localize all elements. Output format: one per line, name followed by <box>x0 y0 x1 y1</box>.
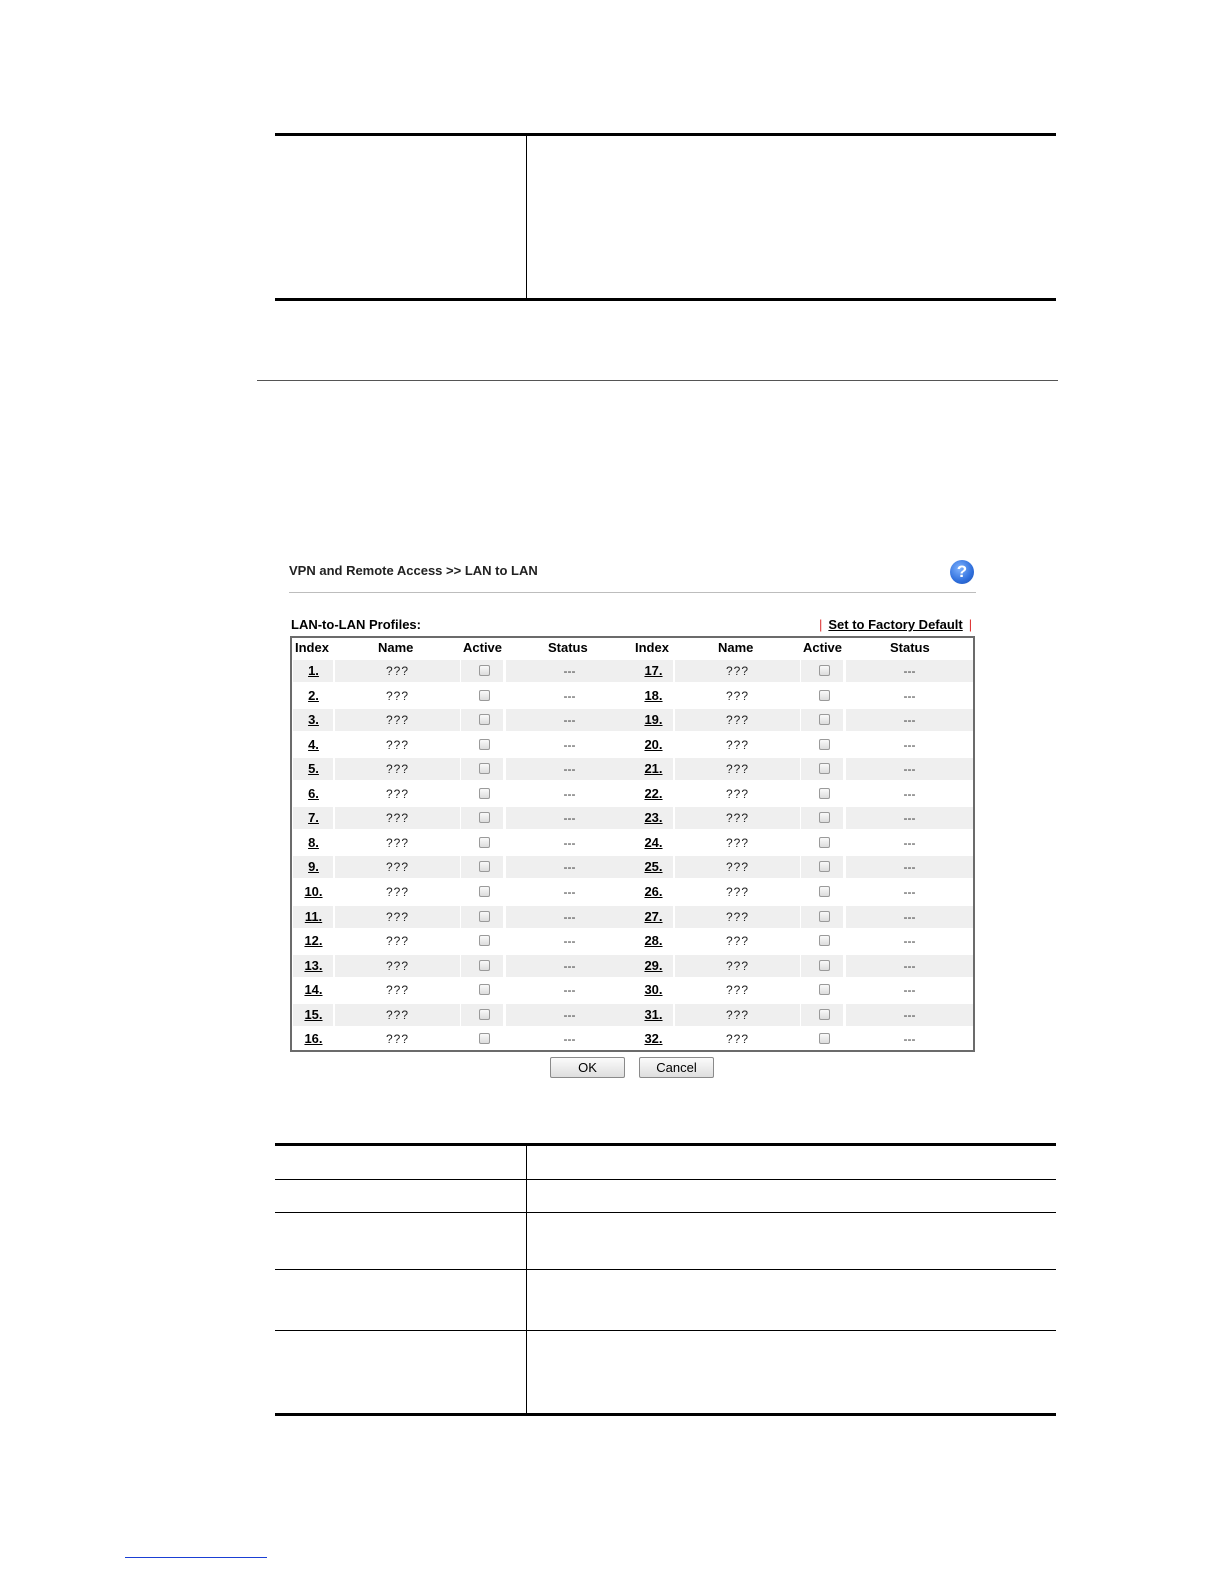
profiles-label: LAN-to-LAN Profiles: <box>291 617 421 632</box>
active-checkbox[interactable] <box>819 690 830 701</box>
profile-name: ??? <box>725 983 750 997</box>
bottom-table-bottom-rule <box>275 1413 1056 1416</box>
header-index-left: Index <box>295 640 329 655</box>
profile-index-link[interactable]: 17. <box>644 663 663 678</box>
footer-link-underline <box>125 1557 267 1558</box>
top-table-divider <box>526 136 527 299</box>
separator-left: | <box>819 617 823 632</box>
ok-button[interactable]: OK <box>550 1057 625 1078</box>
table-row <box>292 979 973 1001</box>
profile-index-link[interactable]: 16. <box>304 1031 323 1046</box>
profile-name: ??? <box>725 664 750 678</box>
profile-status: --- <box>563 664 576 678</box>
active-checkbox[interactable] <box>819 714 830 725</box>
profile-name: ??? <box>385 1008 410 1022</box>
active-checkbox[interactable] <box>479 935 490 946</box>
profile-index-link[interactable]: 8. <box>308 835 319 850</box>
profile-index-link[interactable]: 7. <box>308 810 319 825</box>
profile-name: ??? <box>385 811 410 825</box>
header-name-right: Name <box>718 640 754 655</box>
header-status-right: Status <box>890 640 930 655</box>
active-checkbox[interactable] <box>819 739 830 750</box>
profile-index-link[interactable]: 22. <box>644 786 663 801</box>
profile-index-link[interactable]: 32. <box>644 1031 663 1046</box>
table-row <box>292 955 973 977</box>
active-checkbox[interactable] <box>819 763 830 774</box>
active-checkbox[interactable] <box>479 812 490 823</box>
active-checkbox[interactable] <box>819 935 830 946</box>
active-checkbox[interactable] <box>479 861 490 872</box>
profile-status: --- <box>903 713 916 727</box>
top-table-top-rule <box>275 133 1056 136</box>
active-checkbox[interactable] <box>819 812 830 823</box>
profile-index-link[interactable]: 31. <box>644 1007 663 1022</box>
title-divider <box>289 592 976 593</box>
active-checkbox[interactable] <box>479 788 490 799</box>
profile-status: --- <box>903 860 916 874</box>
profile-index-link[interactable]: 10. <box>304 884 323 899</box>
profile-index-link[interactable]: 5. <box>308 761 319 776</box>
separator-right: | <box>968 617 973 632</box>
table-row <box>292 1004 973 1026</box>
profile-status: --- <box>903 910 916 924</box>
profile-name: ??? <box>385 934 410 948</box>
profile-index-link[interactable]: 3. <box>308 712 319 727</box>
profile-index-link[interactable]: 19. <box>644 712 663 727</box>
profile-status: --- <box>903 811 916 825</box>
active-checkbox[interactable] <box>819 960 830 971</box>
active-checkbox[interactable] <box>479 665 490 676</box>
header-active-right: Active <box>803 640 843 655</box>
profile-name: ??? <box>725 836 750 850</box>
profile-name: ??? <box>725 959 750 973</box>
profile-status: --- <box>563 762 576 776</box>
cancel-button[interactable]: Cancel <box>639 1057 714 1078</box>
profile-index-link[interactable]: 11. <box>304 909 323 924</box>
profile-name: ??? <box>385 959 410 973</box>
header-status-left: Status <box>548 640 588 655</box>
profile-status: --- <box>563 910 576 924</box>
profile-status: --- <box>563 811 576 825</box>
table-row <box>292 881 973 903</box>
table-row <box>292 807 973 829</box>
profile-name: ??? <box>385 983 410 997</box>
profile-name: ??? <box>725 860 750 874</box>
profile-index-link[interactable]: 29. <box>644 958 663 973</box>
active-checkbox[interactable] <box>819 1033 830 1044</box>
profile-name: ??? <box>385 860 410 874</box>
profile-status: --- <box>563 713 576 727</box>
active-checkbox[interactable] <box>819 886 830 897</box>
profile-index-link[interactable]: 14. <box>304 982 323 997</box>
bottom-table-row-rule-3 <box>275 1269 1056 1270</box>
bottom-table-row-rule-4 <box>275 1330 1056 1331</box>
profile-index-link[interactable]: 6. <box>308 786 319 801</box>
page-title: VPN and Remote Access >> LAN to LAN <box>289 563 538 578</box>
profile-status: --- <box>563 885 576 899</box>
profile-name: ??? <box>385 1032 410 1046</box>
profile-name: ??? <box>725 910 750 924</box>
profile-status: --- <box>563 738 576 752</box>
table-row <box>292 783 973 805</box>
profile-index-link[interactable]: 4. <box>308 737 319 752</box>
help-icon[interactable]: ? <box>950 560 974 584</box>
profile-name: ??? <box>725 1032 750 1046</box>
profile-name: ??? <box>725 713 750 727</box>
profile-name: ??? <box>385 738 410 752</box>
profile-name: ??? <box>385 885 410 899</box>
factory-default-group <box>813 617 978 632</box>
profile-index-link[interactable]: 20. <box>644 737 663 752</box>
bottom-table-divider <box>526 1146 527 1413</box>
active-checkbox[interactable] <box>479 763 490 774</box>
profile-index-link[interactable]: 9. <box>308 859 319 874</box>
table-row <box>292 758 973 780</box>
profile-status: --- <box>903 664 916 678</box>
profile-status: --- <box>903 738 916 752</box>
bottom-table-row-rule-2 <box>275 1212 1056 1213</box>
table-row <box>292 906 973 928</box>
factory-default-link[interactable]: Set to Factory Default <box>828 617 963 632</box>
profile-index-link[interactable]: 21. <box>644 761 663 776</box>
profile-status: --- <box>903 836 916 850</box>
profile-name: ??? <box>725 787 750 801</box>
header-name-left: Name <box>378 640 414 655</box>
profile-status: --- <box>903 787 916 801</box>
active-checkbox[interactable] <box>479 690 490 701</box>
profile-name: ??? <box>385 836 410 850</box>
profile-index-link[interactable]: 27. <box>644 909 663 924</box>
profile-status: --- <box>563 860 576 874</box>
active-checkbox[interactable] <box>479 1009 490 1020</box>
profile-name: ??? <box>725 762 750 776</box>
profile-index-link[interactable]: 24. <box>644 835 663 850</box>
profile-status: --- <box>563 689 576 703</box>
profile-index-link[interactable]: 1. <box>308 663 319 678</box>
profile-index-link[interactable]: 23. <box>644 810 663 825</box>
profile-status: --- <box>563 787 576 801</box>
profile-name: ??? <box>725 1008 750 1022</box>
profile-name: ??? <box>725 934 750 948</box>
profile-status: --- <box>903 1008 916 1022</box>
profile-name: ??? <box>385 787 410 801</box>
active-checkbox[interactable] <box>479 739 490 750</box>
table-row <box>292 1028 973 1050</box>
profile-index-link[interactable]: 12. <box>304 933 323 948</box>
active-checkbox[interactable] <box>819 665 830 676</box>
table-row <box>292 660 973 682</box>
profile-status: --- <box>563 1032 576 1046</box>
table-row <box>292 734 973 756</box>
profile-name: ??? <box>385 762 410 776</box>
header-index-right: Index <box>635 640 669 655</box>
profile-name: ??? <box>725 811 750 825</box>
profile-index-link[interactable]: 18. <box>644 688 663 703</box>
active-checkbox[interactable] <box>819 837 830 848</box>
profile-status: --- <box>903 934 916 948</box>
profile-name: ??? <box>385 910 410 924</box>
bottom-table-top-rule <box>275 1143 1056 1146</box>
active-checkbox[interactable] <box>819 788 830 799</box>
profile-status: --- <box>563 934 576 948</box>
section-separator <box>257 380 1058 381</box>
active-checkbox[interactable] <box>819 1009 830 1020</box>
table-row <box>292 685 973 707</box>
profile-status: --- <box>563 1008 576 1022</box>
profile-status: --- <box>903 1032 916 1046</box>
active-checkbox[interactable] <box>479 837 490 848</box>
profile-status: --- <box>903 959 916 973</box>
active-checkbox[interactable] <box>479 984 490 995</box>
profile-status: --- <box>903 885 916 899</box>
profile-index-link[interactable]: 15. <box>304 1007 323 1022</box>
profile-status: --- <box>903 689 916 703</box>
active-checkbox[interactable] <box>479 886 490 897</box>
profile-name: ??? <box>385 664 410 678</box>
active-checkbox[interactable] <box>479 1033 490 1044</box>
profile-name: ??? <box>725 885 750 899</box>
top-table-bottom-rule <box>275 298 1056 301</box>
active-checkbox[interactable] <box>479 714 490 725</box>
header-active-left: Active <box>463 640 503 655</box>
profile-index-link[interactable]: 28. <box>644 933 663 948</box>
profile-status: --- <box>563 959 576 973</box>
bottom-table-row-rule-1 <box>275 1179 1056 1180</box>
profile-name: ??? <box>385 713 410 727</box>
table-row <box>292 856 973 878</box>
profile-status: --- <box>903 983 916 997</box>
profile-index-link[interactable]: 13. <box>304 958 323 973</box>
profile-index-link[interactable]: 2. <box>308 688 319 703</box>
profile-name: ??? <box>725 738 750 752</box>
profile-name: ??? <box>725 689 750 703</box>
active-checkbox[interactable] <box>819 984 830 995</box>
table-row <box>292 832 973 854</box>
profile-status: --- <box>563 983 576 997</box>
active-checkbox[interactable] <box>819 911 830 922</box>
profile-index-link[interactable]: 26. <box>644 884 663 899</box>
profile-index-link[interactable]: 25. <box>644 859 663 874</box>
profile-name: ??? <box>385 689 410 703</box>
profile-status: --- <box>563 836 576 850</box>
active-checkbox[interactable] <box>479 960 490 971</box>
table-row <box>292 709 973 731</box>
profile-index-link[interactable]: 30. <box>644 982 663 997</box>
profile-status: --- <box>903 762 916 776</box>
active-checkbox[interactable] <box>479 911 490 922</box>
active-checkbox[interactable] <box>819 861 830 872</box>
table-row <box>292 930 973 952</box>
